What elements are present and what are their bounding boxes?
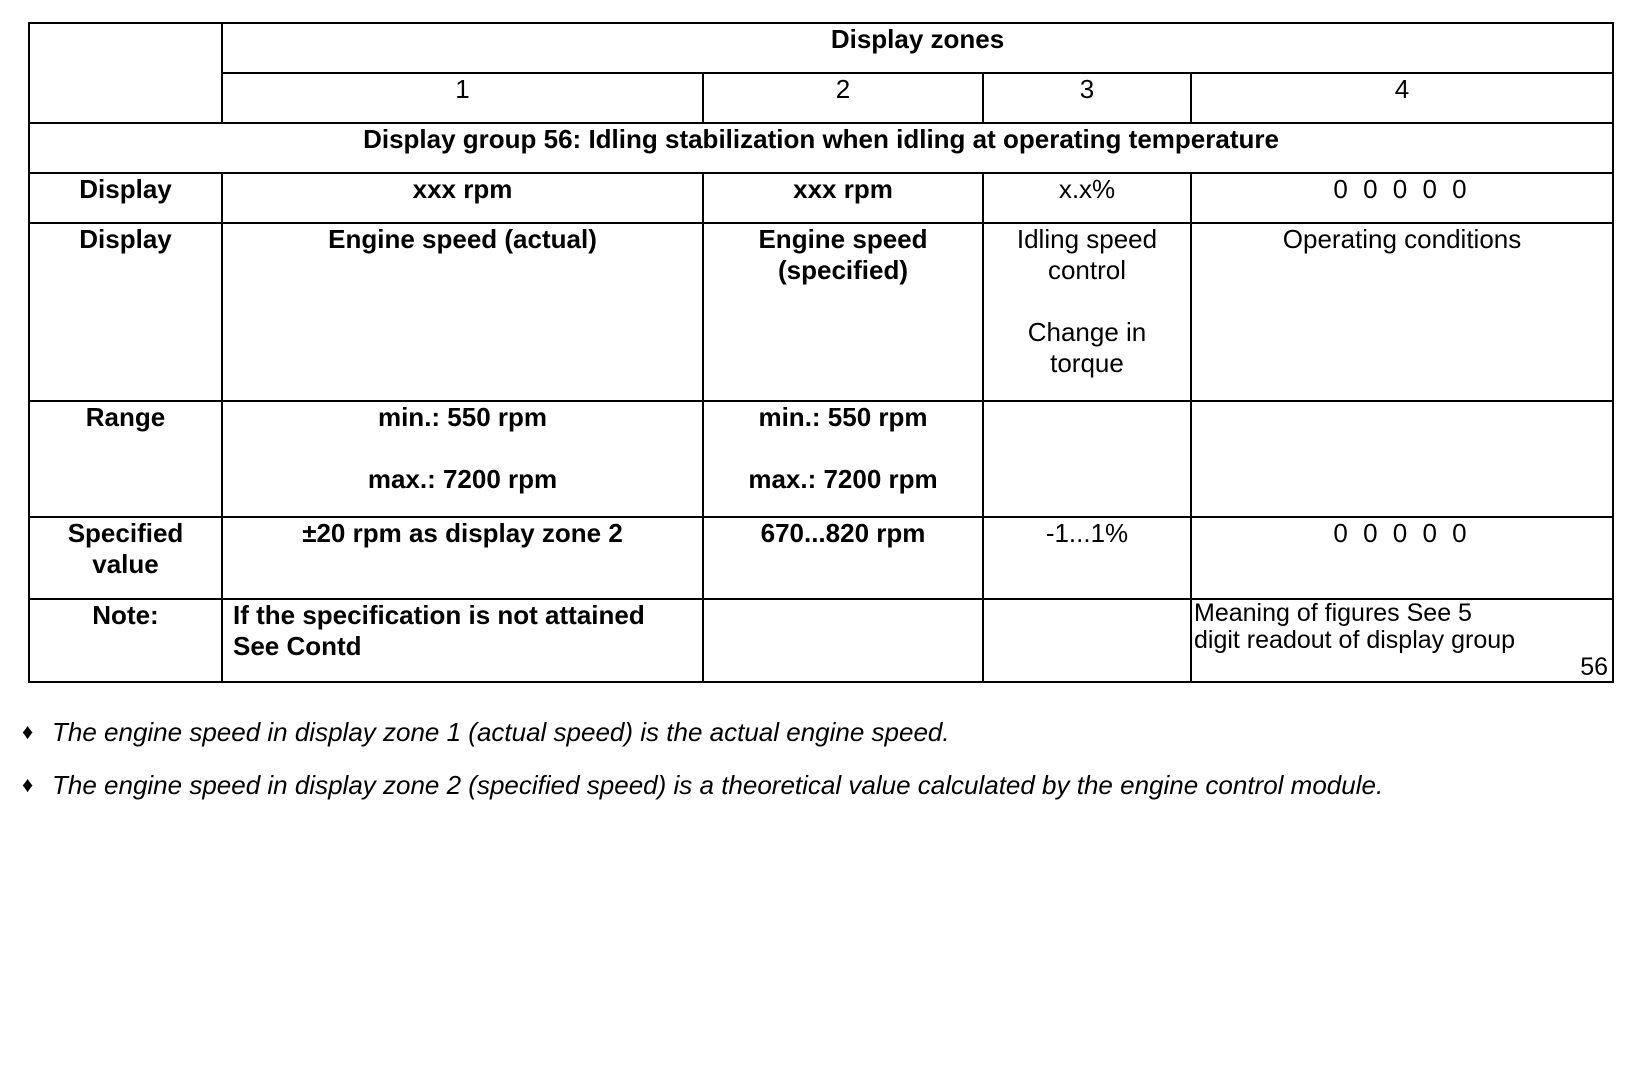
bullet-item	[22, 716, 1612, 748]
row-label-note: Note:	[29, 599, 222, 682]
description-zone3	[983, 223, 1191, 401]
description-zone3-line4: torque	[1050, 348, 1124, 378]
note-zone4-line3: 56	[1580, 653, 1609, 681]
row-label-display: Display	[29, 173, 222, 223]
range-zone1-max: max.: 7200 rpm	[367, 464, 558, 494]
specified-zone4: 0 0 0 0 0	[1191, 517, 1613, 599]
display-zone1-value: xxx rpm	[222, 173, 703, 223]
note-zone1-line1: If the specification is not attained	[233, 600, 645, 630]
corner-cell	[29, 23, 222, 123]
range-zone2-min: min.: 550 rpm	[758, 402, 928, 432]
range-zone1	[222, 401, 703, 517]
display-zone2-value: xxx rpm	[703, 173, 983, 223]
description-zone3-line2: control	[1047, 255, 1127, 285]
range-zone2	[703, 401, 983, 517]
diamond-bullet-icon: ♦	[22, 772, 34, 797]
description-zone2-line2: (specified)	[777, 255, 909, 285]
bullet-list	[22, 716, 1612, 822]
row-label-range: Range	[29, 401, 222, 517]
note-zone4	[1191, 599, 1613, 682]
range-zone2-max: max.: 7200 rpm	[748, 464, 938, 494]
note-zone1-line2: See Contd	[233, 631, 362, 661]
note-zone4-line2: digit readout of display group	[1194, 626, 1516, 654]
description-zone3-line3: Change in	[1027, 317, 1147, 347]
description-zone2-line1: Engine speed	[758, 224, 928, 254]
specified-zone2: 670...820 rpm	[703, 517, 983, 599]
note-zone2	[703, 599, 983, 682]
zone-number-1: 1	[222, 73, 703, 123]
description-zone2	[703, 223, 983, 401]
display-group-table	[28, 22, 1614, 683]
bullet-text-1: The engine speed in display zone 1 (actual speed) is the actual engine speed.	[52, 717, 950, 747]
group-title: Display group 56: Idling stabilization when idling at operating temperature	[29, 123, 1613, 173]
description-zone4: Operating conditions	[1191, 223, 1613, 401]
bullet-item	[22, 769, 1612, 801]
note-zone3	[983, 599, 1191, 682]
range-zone3	[983, 401, 1191, 517]
description-zone1: Engine speed (actual)	[222, 223, 703, 401]
specified-zone1: ±20 rpm as display zone 2	[222, 517, 703, 599]
bullet-text-2: The engine speed in display zone 2 (specified speed) is a theoretical value calculated by the engine control module.	[52, 770, 1384, 800]
specified-label-line2: value	[92, 549, 159, 579]
display-zone4-value: 0 0 0 0 0	[1191, 173, 1613, 223]
description-zone3-line1: Idling speed	[1016, 224, 1158, 254]
specified-label-line1: Specified	[67, 518, 184, 548]
row-label-specified-value	[29, 517, 222, 599]
zone-number-4: 4	[1191, 73, 1613, 123]
range-zone4	[1191, 401, 1613, 517]
display-zone3-value: x.x%	[983, 173, 1191, 223]
range-zone1-min: min.: 550 rpm	[377, 402, 548, 432]
note-zone1	[222, 599, 703, 682]
diamond-bullet-icon: ♦	[22, 719, 34, 744]
row-label-description: Display	[29, 223, 222, 401]
zone-number-2: 2	[703, 73, 983, 123]
header-display-zones: Display zones	[222, 23, 1613, 73]
specified-zone3: -1...1%	[983, 517, 1191, 599]
note-zone4-line1: Meaning of figures See 5	[1194, 599, 1472, 627]
zone-number-3: 3	[983, 73, 1191, 123]
